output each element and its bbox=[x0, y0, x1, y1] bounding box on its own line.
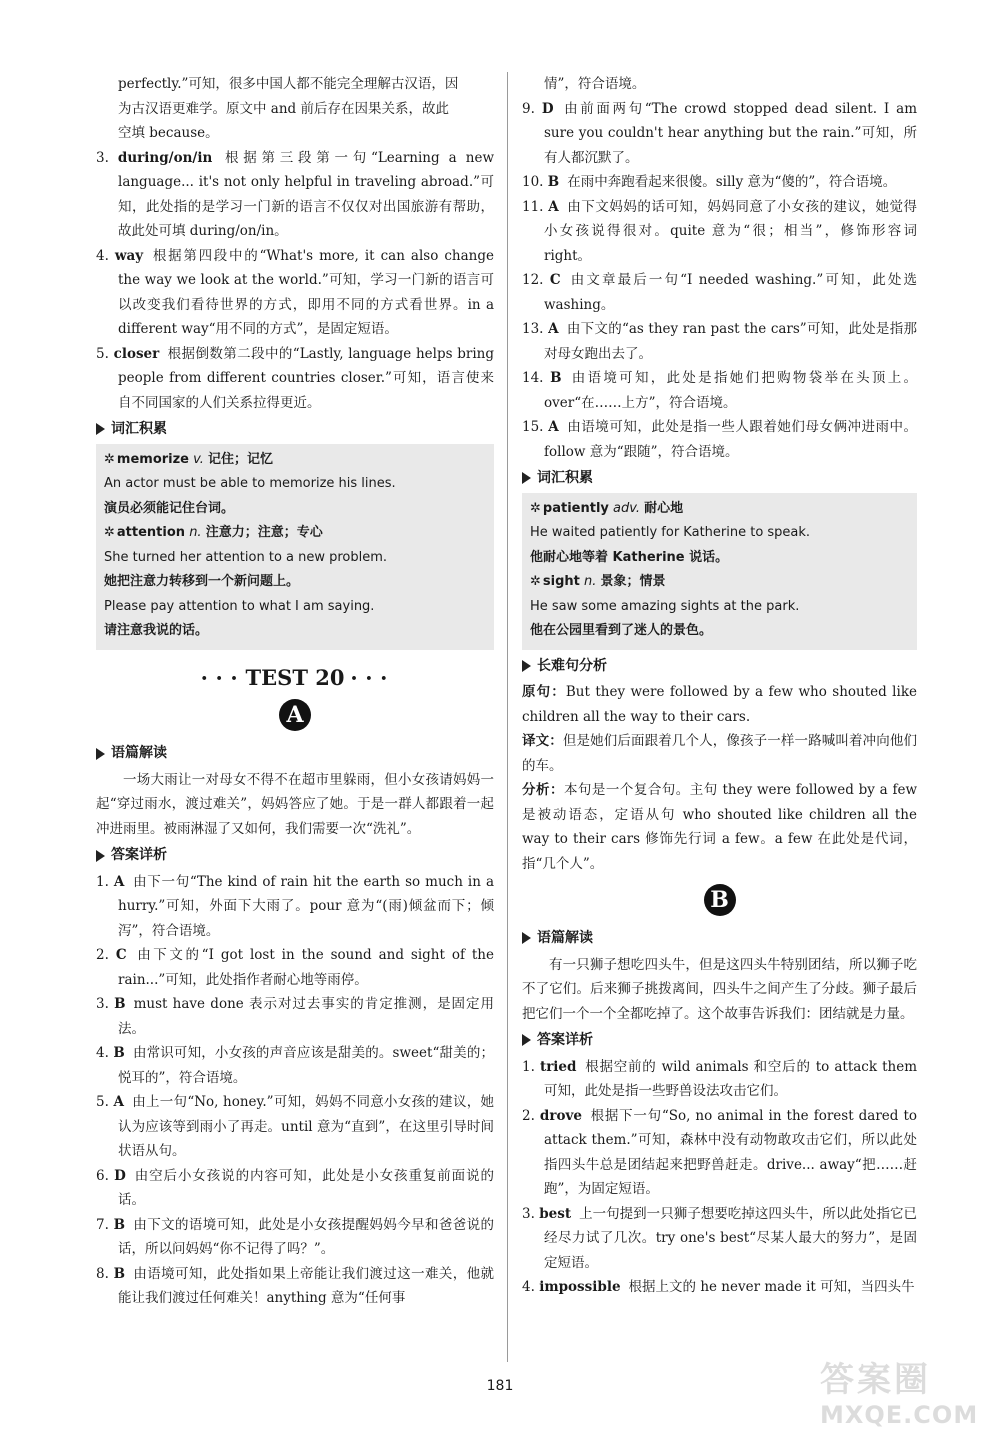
translation: 译文：但是她们后面跟着几个人，像孩子一样一路喊叫着冲向他们的车。 bbox=[522, 733, 917, 774]
answer-item: 2. drove 根据下一句“So, no animal in the forest dared to attack them.”可知，森林中没有动物敢攻击它们，所以此处指四头牛总是团结起来把野兽赶走。drive... away“把……赶跑”，为固定短语。 bbox=[522, 1107, 917, 1197]
continuation-text: 情”，符合语境。 bbox=[544, 76, 646, 92]
section-heading: 词汇积累 bbox=[522, 466, 917, 491]
star-icon: ✲ bbox=[530, 574, 541, 589]
answer-item: 7. B 由下文的语境可知，此处是小女孩提醒妈妈今早和爸爸说的话，所以问妈妈“你不记得了吗？”。 bbox=[96, 1216, 495, 1258]
answer-key: A bbox=[548, 321, 559, 337]
answer-key: C bbox=[115, 947, 127, 964]
answer-item: 8. B 由语境可知，此处指如果上帝能让我们渡过这一难关，他就能让我们渡过任何难关！anything 意为“任何事 bbox=[96, 1265, 495, 1307]
watermark-logo: 答案圈 MXQE.COM bbox=[820, 1360, 979, 1429]
example-zh: 请注意我说的话。 bbox=[104, 623, 209, 638]
answer-key: closer bbox=[113, 345, 160, 362]
section-heading: 语篇解读 bbox=[96, 741, 494, 766]
answer-item: 3. during/on/in 根据第三段第一句“Learning a new language... it's not only helpful in traveling abroad.”可知，此处指的是学习一门新的语言不仅仅对出国旅游有帮助，故此处可填 during/on/in。 bbox=[96, 149, 494, 239]
answer-item: 11. A 由下文妈妈的话可知，妈妈同意了小女孩的建议，她觉得小女孩说得很对。quite 意为“很；相当”，修饰形容词 right。 bbox=[522, 198, 918, 264]
answer-key: during/on/in bbox=[117, 149, 213, 166]
vocab-entry: ✲ memorize v. 记住；记忆 bbox=[104, 451, 274, 467]
answer-item: 14. B 由语境可知，此处是指她们把购物袋举在头顶上。over“在……上方”，符合语境。 bbox=[522, 370, 918, 411]
answer-key: B bbox=[113, 1265, 125, 1282]
reading-summary: 有一只狮子想吃四头牛，但是这四头牛特别团结，所以狮子吃不了它们。后来狮子挑拨离间，四头牛之间产生了分歧。狮子最后把它们一个一个全都吃掉了。这个故事告诉我们：团结就是力量。 bbox=[522, 956, 917, 1022]
example-zh: 他耐心地等着 Katherine 说话。 bbox=[530, 549, 729, 565]
arrow-icon bbox=[96, 850, 105, 862]
answer-key: drove bbox=[539, 1107, 582, 1124]
vocab-entry: ✲ patiently adv. 耐心地 bbox=[530, 500, 684, 516]
answer-key: A bbox=[113, 1094, 124, 1111]
section-heading: 词汇积累 bbox=[96, 417, 494, 442]
answer-item: 1. A 由下一句“The kind of rain hit the earth so much in a hurry.”可知，外面下大雨了。pour 意为“(雨)倾盆而下；倾泻”，符合语境。 bbox=[96, 873, 494, 939]
answer-item: 12. C 由文章最后一句“I needed washing.”可知，此处选 washing。 bbox=[522, 272, 917, 313]
arrow-icon bbox=[96, 423, 105, 435]
answer-item: 1. tried 根据空前的 wild animals 和空后的 to attack them 可知，此处是指一些野兽设法攻击它们。 bbox=[522, 1058, 918, 1099]
answer-item: 4. B 由常识可知，小女孩的声音应该是甜美的。sweet“甜美的；悦耳的”，符合语境。 bbox=[96, 1045, 494, 1086]
section-heading: 答案详析 bbox=[522, 1028, 917, 1053]
column-divider bbox=[507, 72, 508, 1362]
answer-item: 13. A 由下文的“as they ran past the cars”可知，此处是指那对母女跑出去了。 bbox=[522, 321, 917, 362]
arrow-icon bbox=[522, 1034, 531, 1046]
answer-key: tried bbox=[539, 1058, 577, 1075]
example-zh: 演员必须能记住台词。 bbox=[104, 500, 235, 516]
vocab-box bbox=[96, 444, 494, 650]
answer-key: B bbox=[547, 174, 560, 190]
analysis: 分析：本句是一个复合句。主句 they were followed by a few 是被动语态，定语从句 who shouted like children all the way to their cars 修饰先行词 a few。a few 在此处是代词，指“几个人”。 bbox=[522, 782, 918, 872]
example-en: She turned her attention to a new problem. bbox=[104, 549, 388, 565]
section-heading: 语篇解读 bbox=[522, 926, 917, 951]
reading-summary: 一场大雨让一对母女不得不在超市里躲雨，但小女孩请妈妈一起“穿过雨水，渡过难关”，妈妈答应了她。于是一群人都跟着一起冲进雨里。被雨淋湿了又如何，我们需要一次“洗礼”。 bbox=[96, 771, 494, 837]
answer-item: 5. A 由上一句“No, honey.”可知，妈妈不同意小女孩的建议，她认为应该等到雨小了再走。until 意为“直到”，在这里引导时间状语从句。 bbox=[96, 1094, 494, 1160]
text-line: perfectly.”可知，很多中国人都不能完全理解古汉语，因 bbox=[118, 76, 459, 92]
text-line: 为古汉语更难学。原文中 and 前后存在因果关系，故此 bbox=[118, 100, 449, 117]
example-zh: 她把注意力转移到一个新问题上。 bbox=[104, 574, 300, 589]
vocab-entry: ✲ attention n. 注意力；注意；专心 bbox=[104, 525, 323, 540]
arrow-icon bbox=[522, 660, 531, 672]
arrow-icon bbox=[96, 748, 105, 760]
answer-key: impossible bbox=[539, 1279, 621, 1295]
answer-item: 4. way 根据第四段中的“What's more, it can also change the way we look at the world.”可知，学习一门新的语言可以改变我们看待世界的方式，即用不同的方式看世界。in a different way“用不同的方式”，是固定短语。 bbox=[96, 247, 494, 337]
answer-key: B bbox=[113, 1045, 125, 1062]
answer-item: 3. B must have done 表示对过去事实的肯定推测，是固定用法。 bbox=[96, 996, 494, 1037]
answer-item: 9. D 由前面两句“The crowd stopped dead silent. I am sure you couldn't hear anything but the rain.”可知，所有人都沉默了。 bbox=[522, 100, 917, 166]
section-heading: 长难句分析 bbox=[522, 654, 917, 679]
answer-item: 3. best 上一句提到一只狮子想要吃掉这四头牛，所以此处指它已经尽力试了几次。try one's best“尽某人最大的努力”，是固定短语。 bbox=[522, 1205, 917, 1271]
answer-key: C bbox=[549, 272, 561, 288]
answer-key: way bbox=[114, 247, 144, 264]
answer-key: D bbox=[541, 100, 554, 117]
example-zh: 他在公园里看到了迷人的景色。 bbox=[530, 623, 713, 638]
answer-item: 10. B 在雨中奔跑看起来很傻。silly 意为“傻的”，符合语境。 bbox=[522, 174, 897, 190]
arrow-icon bbox=[522, 932, 531, 944]
answer-key: best bbox=[539, 1205, 572, 1222]
answer-item: 4. impossible 根据上文的 he never made it 可知，当四头牛 bbox=[522, 1279, 915, 1295]
section-heading: 答案详析 bbox=[96, 843, 494, 868]
left-column bbox=[96, 72, 494, 1311]
example-en: He saw some amazing sights at the park. bbox=[530, 598, 800, 614]
star-icon: ✲ bbox=[104, 525, 115, 540]
example-en: An actor must be able to memorize his lines. bbox=[104, 476, 396, 491]
text-line: 空填 because。 bbox=[118, 125, 219, 141]
answer-item: 6. D 由空后小女孩说的内容可知，此处是小女孩重复前面说的话。 bbox=[96, 1167, 494, 1209]
page-number: 181 bbox=[486, 1378, 514, 1394]
vocab-entry: ✲ sight n. 景象；情景 bbox=[530, 574, 666, 589]
original-sentence: 原句：But they were followed by a few who shouted like children all the way to their cars. bbox=[522, 684, 917, 725]
example-en: Please pay attention to what I am saying. bbox=[104, 598, 375, 614]
answer-key: D bbox=[114, 1167, 126, 1184]
answer-key: A bbox=[548, 419, 559, 435]
answer-key: B bbox=[114, 996, 126, 1013]
test-title: • • • TEST 20 • • • bbox=[200, 664, 390, 690]
answer-item: 15. A 由语境可知，此处是指一些人跟着她们母女俩冲进雨中。follow 意为“跟随”，符合语境。 bbox=[522, 419, 918, 460]
answer-key: B bbox=[550, 370, 562, 386]
right-column bbox=[522, 72, 917, 1300]
vocab-box bbox=[522, 493, 917, 650]
section-badge-b: B bbox=[704, 884, 736, 916]
answer-key: A bbox=[548, 198, 559, 215]
example-en: He waited patiently for Katherine to speak. bbox=[530, 525, 811, 540]
star-icon: ✲ bbox=[530, 500, 541, 516]
section-badge-a: A bbox=[279, 699, 311, 731]
answer-key: B bbox=[113, 1216, 125, 1233]
answer-item: 5. closer 根据倒数第二段中的“Lastly, language helps bring people from different countries closer.”可知，语言使来自不同国家的人们关系拉得更近。 bbox=[96, 345, 494, 411]
star-icon: ✲ bbox=[104, 451, 115, 467]
answer-key: A bbox=[113, 873, 125, 890]
answer-item: 2. C 由下文的“I got lost in the sound and sight of the rain...”可知，此处指作者耐心地等雨停。 bbox=[96, 947, 494, 988]
arrow-icon bbox=[522, 472, 531, 484]
continuation-text bbox=[96, 72, 494, 146]
